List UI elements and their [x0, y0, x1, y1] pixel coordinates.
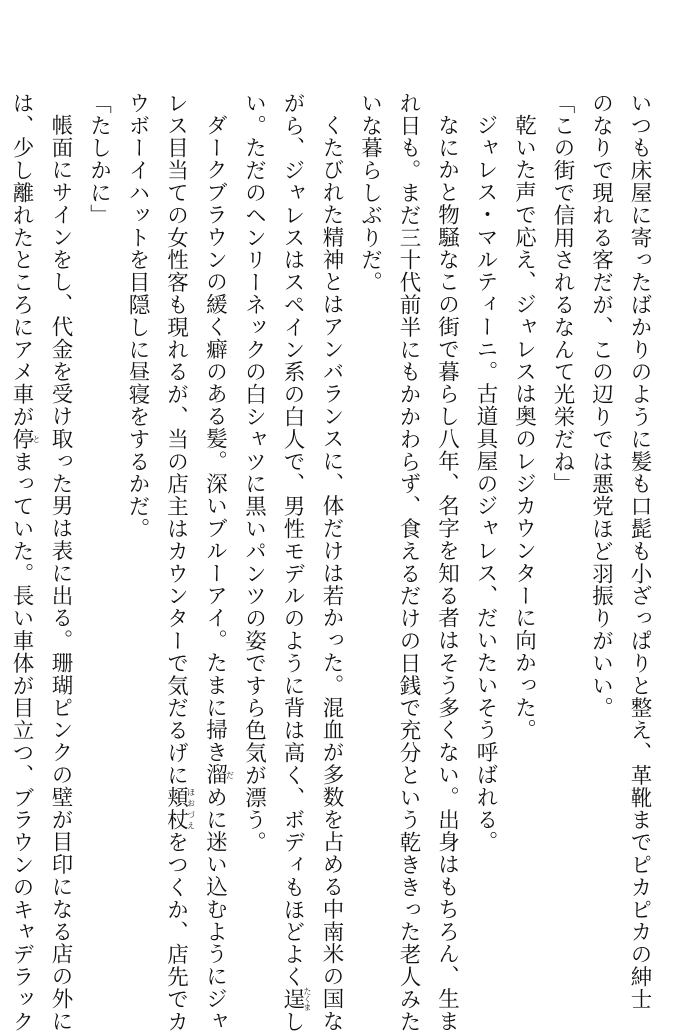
ruby-word [280, 987, 312, 1012]
vertical-body-text [2, 92, 659, 1033]
text-segment: レス目当ての女性客も現れるが、当の店主はカウンターで気だるげに [163, 92, 189, 787]
text-line-13 [156, 92, 196, 1033]
text-segment: ダークブラウンの緩く癖のある髪。深いブルーアイ。たまに掃き [202, 113, 228, 764]
ruby-reading: ほおづえ [186, 786, 196, 832]
ruby-base: 溜 [202, 763, 228, 786]
text-line-11: い。ただのヘンリーネックの白シャツに黒いパンツの姿ですら色気が漂う。 [241, 92, 267, 854]
ruby-base: 逞 [280, 987, 305, 1012]
text-line-4: 乾いた声で応え、ジャレスは奥のレジカウンターに向かった。 [511, 113, 537, 741]
text-segment: は、少し離れたところにアメ車が [9, 92, 34, 428]
text-line-3: 「この街で信用されるなんて光栄だね」 [550, 92, 575, 496]
text-segment: まっていた。長い車体が目立つ、ブラウンのキャデラック [9, 450, 34, 1033]
ruby-word [9, 428, 41, 451]
text-line-14: ウボーイハットを目隠しに昼寝をするかだ。 [125, 92, 150, 540]
text-line-1: いつも床屋に寄ったばかりのように髪も口髭も小ざっぱりと整え、革靴までピカピカの紳士 [627, 92, 652, 1011]
text-line-2: のなりで現れる客だが、この辺りでは悪党ほど羽振りがいい。 [588, 92, 614, 720]
text-line-16: 帳面にサインをし、代金を受け取った男は表に出る。珊瑚ピンクの壁が目印になる店の外に [48, 113, 73, 1032]
text-line-8: いな暮らしぶりだ。 [357, 92, 383, 294]
text-line-7: れ日も。まだ三十代前半にもかかわらず、食えるだけの日銭で充分という乾ききった老人みた [396, 92, 421, 1033]
ruby-reading: だ [225, 763, 235, 786]
ruby-word [202, 763, 235, 786]
ruby-base: 停 [9, 428, 34, 451]
ruby-reading: と [32, 428, 41, 451]
text-segment: し [280, 1010, 305, 1033]
text-line-6: なにかと物騒なこの街で暮らし八年、名字を知る者はそう多くない。出身はもちろん、生ま [434, 113, 460, 1032]
ruby-word [163, 786, 196, 832]
text-segment: めに迷い込むようにジャ [202, 785, 228, 1032]
text-segment: がら、ジャレスはスペイン系の白人で、男性モデルのように背は高く、ボディもほどよく [280, 92, 305, 988]
text-line-15: 「たしかに」 [86, 92, 112, 227]
text-line-9: くたびれた精神とはアンバランスに、体だけは若かった。混血が多数を占める中南米の国な [319, 113, 344, 1032]
ruby-base: 頬杖 [163, 786, 189, 832]
text-line-10 [273, 92, 312, 1033]
ruby-reading: たくま [303, 987, 312, 1012]
text-segment: をつくか、店先でカ [163, 831, 189, 1033]
text-line-17 [2, 92, 41, 1033]
text-line-5: ジャレス・マルティーニ。古道具屋のジャレス、だいたいそう呼ばれる。 [473, 113, 498, 853]
text-line-12 [195, 92, 235, 1032]
